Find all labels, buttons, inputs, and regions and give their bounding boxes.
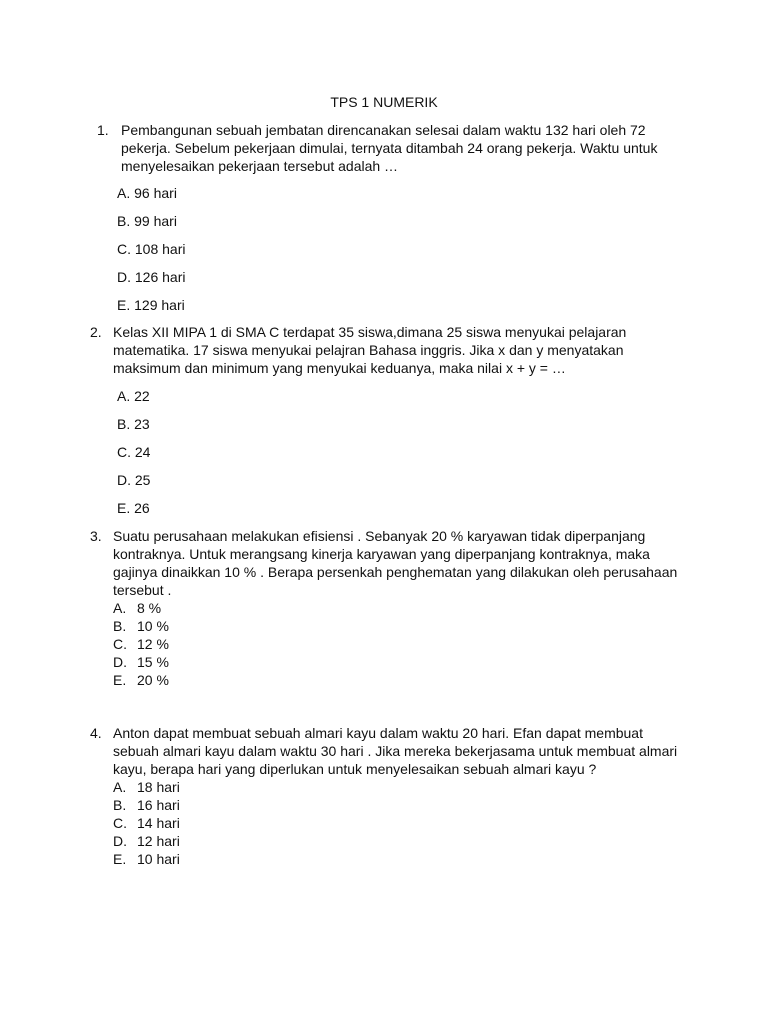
options-list	[113, 778, 708, 868]
option-text: 18 hari	[137, 779, 180, 795]
option-d	[113, 653, 708, 671]
option-d	[113, 832, 708, 850]
option-b	[117, 212, 177, 230]
option-text: 99 hari	[134, 213, 177, 229]
option-a	[113, 778, 708, 796]
option-letter: E.	[117, 297, 131, 313]
option-e	[113, 850, 708, 868]
stem-line: Kelas XII MIPA 1 di SMA C terdapat 35 siswa,dimana 25 siswa menyukai pelajaran	[113, 324, 627, 340]
question-stem	[121, 121, 701, 175]
page-title: TPS 1 NUMERIK	[330, 94, 438, 110]
question-number: 3.	[90, 528, 102, 544]
option-letter: C.	[117, 241, 131, 257]
question-number: 4.	[90, 725, 102, 741]
question-stem	[113, 724, 708, 868]
option-letter: A.	[113, 779, 127, 795]
option-letter: D.	[117, 472, 131, 488]
stem-line: menyelesaikan pekerjaan tersebut adalah …	[121, 158, 399, 174]
option-letter: B.	[113, 618, 127, 634]
option-text: 8 %	[137, 600, 162, 616]
option-letter: C.	[113, 636, 127, 652]
option-d	[117, 471, 150, 489]
question-number: 2.	[90, 324, 102, 340]
stem-line: sebuah almari kayu dalam waktu 30 hari . Jika mereka bekerjasama untuk membuat almari	[113, 743, 678, 759]
stem-line: maksimum dan minimum yang menyukai keduanya, maka nilai x + y = …	[113, 360, 566, 376]
option-letter: E.	[113, 672, 127, 688]
option-d	[117, 268, 185, 286]
option-b	[117, 415, 150, 433]
option-text: 96 hari	[134, 185, 177, 201]
option-text: 129 hari	[134, 297, 185, 313]
option-e	[117, 296, 185, 314]
stem-line: tersebut .	[113, 582, 172, 598]
option-text: 22	[134, 388, 150, 404]
option-text: 12 hari	[137, 833, 180, 849]
option-a	[117, 184, 177, 202]
option-letter: A.	[117, 185, 131, 201]
stem-line: Anton dapat membuat sebuah almari kayu dalam waktu 20 hari. Efan dapat membuat	[113, 725, 643, 741]
option-text: 12 %	[137, 636, 169, 652]
option-c	[113, 635, 708, 653]
option-text: 16 hari	[137, 797, 180, 813]
option-letter: B.	[117, 213, 131, 229]
option-text: 10 hari	[137, 851, 180, 867]
question-stem	[113, 323, 698, 377]
option-a	[117, 387, 150, 405]
option-e	[117, 499, 150, 517]
option-text: 126 hari	[134, 269, 186, 285]
option-b	[113, 617, 708, 635]
stem-line: matematika. 17 siswa menyukai pelajran Bahasa inggris. Jika x dan y menyatakan	[113, 342, 624, 358]
options-list	[113, 599, 708, 689]
option-text: 25	[134, 472, 151, 488]
option-letter: C.	[117, 444, 131, 460]
option-text: 26	[134, 500, 150, 516]
option-letter: B.	[117, 416, 131, 432]
stem-line: Suatu perusahaan melakukan efisiensi . Sebanyak 20 % karyawan tidak diperpanjang	[113, 528, 646, 544]
option-text: 108 hari	[134, 241, 186, 257]
option-letter: A.	[117, 388, 131, 404]
stem-line: kayu, berapa hari yang diperlukan untuk menyelesaikan sebuah almari kayu ?	[113, 761, 597, 777]
option-letter: D.	[113, 833, 127, 849]
option-b	[113, 796, 708, 814]
option-text: 23	[134, 416, 150, 432]
option-c	[117, 443, 150, 461]
option-letter: D.	[117, 269, 131, 285]
stem-line: kontraknya. Untuk merangsang kinerja karyawan yang diperpanjang kontraknya, maka	[113, 546, 650, 562]
stem-line: pekerja. Sebelum pekerjaan dimulai, ternyata ditambah 24 orang pekerja. Waktu untuk	[121, 140, 658, 156]
option-text: 10 %	[137, 618, 169, 634]
option-letter: B.	[113, 797, 127, 813]
option-text: 15 %	[137, 654, 169, 670]
option-letter: D.	[113, 654, 127, 670]
option-a	[113, 599, 708, 617]
option-letter: C.	[113, 815, 127, 831]
option-e	[113, 671, 708, 689]
option-text: 14 hari	[137, 815, 180, 831]
option-c	[117, 240, 185, 258]
option-letter: E.	[113, 851, 127, 867]
option-letter: E.	[117, 500, 131, 516]
option-letter: A.	[113, 600, 127, 616]
stem-line: gajinya dinaikkan 10 % . Berapa persenkah penghematan yang dilakukan oleh perusahaan	[113, 564, 678, 580]
option-c	[113, 814, 708, 832]
option-text: 20 %	[137, 672, 169, 688]
question-stem	[113, 527, 708, 689]
stem-line: Pembangunan sebuah jembatan direncanakan selesai dalam waktu 132 hari oleh 72	[121, 122, 646, 138]
question-number: 1.	[97, 122, 109, 138]
option-text: 24	[134, 444, 151, 460]
